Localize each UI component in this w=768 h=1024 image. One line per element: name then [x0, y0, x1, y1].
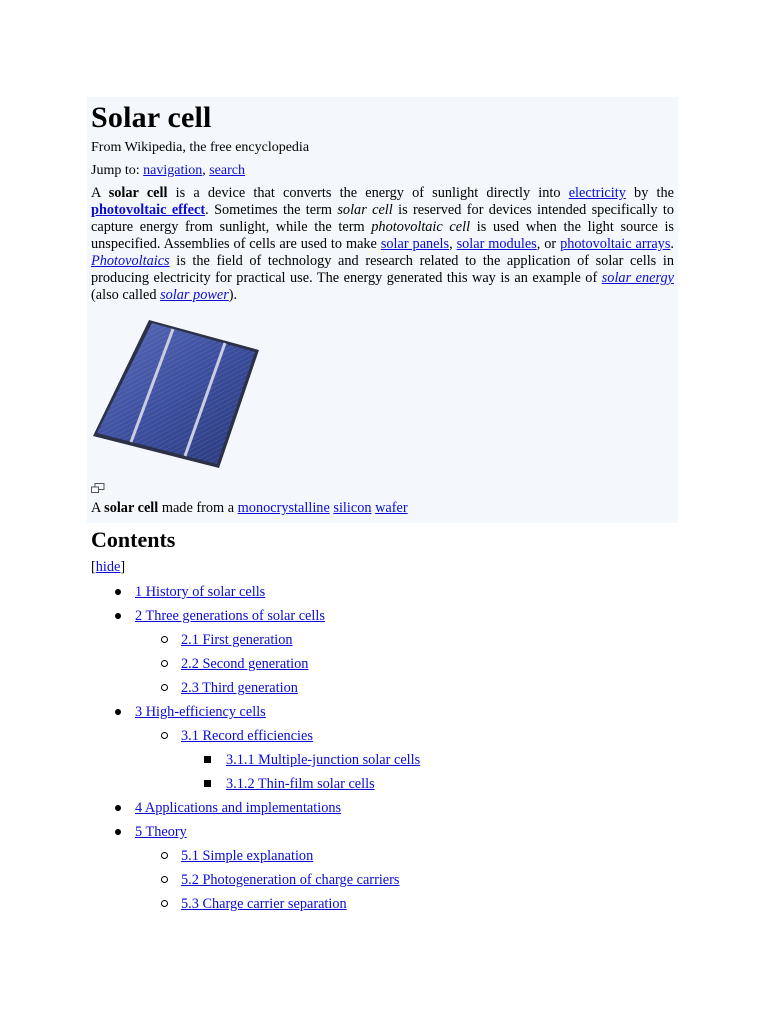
bullet-icon	[115, 709, 121, 715]
circle-bullet-icon	[161, 684, 168, 691]
photovoltaics-link[interactable]: Photovoltaics	[91, 253, 170, 269]
bracket-open: [	[91, 559, 96, 575]
intro-italic: solar cell	[337, 202, 393, 218]
toc-link[interactable]: 5.2 Photogeneration of charge carriers	[181, 872, 400, 888]
photovoltaic-arrays-link[interactable]: photovoltaic arrays	[560, 236, 671, 252]
solar-panels-link[interactable]: solar panels	[380, 236, 450, 252]
intro-text: is used when the light source is unspecified. Assemblies of cells are used to make	[91, 219, 674, 252]
toc-item	[91, 676, 674, 700]
toc-item	[91, 628, 674, 652]
toc-item	[91, 700, 674, 724]
electricity-link[interactable]: electricity	[568, 185, 626, 201]
toc-item	[91, 868, 674, 892]
hide-toc-link[interactable]: hide	[95, 559, 121, 575]
intro-text: . Sometimes the term	[205, 202, 338, 218]
jump-to-label: Jump to:	[91, 163, 144, 178]
toc-link[interactable]: 4 Applications and implementations	[135, 800, 342, 816]
caption-text: made from a	[158, 500, 238, 516]
search-link[interactable]: search	[209, 163, 245, 178]
intro-text: A	[91, 185, 109, 201]
contents-heading: Contents	[91, 527, 176, 552]
toc-link[interactable]: 5 Theory	[135, 824, 187, 840]
intro-text: is the field of technology and research related to the application of solar cells in producing electricity for practical use. The energy generated this way is an example of	[91, 253, 674, 286]
toc-link[interactable]: 3 High-efficiency cells	[135, 704, 266, 720]
intro-text: ,	[449, 236, 457, 252]
intro-bold: solar cell	[108, 185, 168, 201]
circle-bullet-icon	[161, 900, 168, 907]
solar-cell-image	[91, 312, 263, 472]
intro-paragraph	[91, 185, 674, 304]
toc-item	[91, 604, 674, 628]
enlarge-icon[interactable]	[91, 480, 105, 490]
toc-item	[91, 652, 674, 676]
article-body	[91, 100, 674, 916]
page-title: Solar cell	[91, 101, 212, 134]
navigation-link[interactable]: navigation	[143, 163, 203, 178]
circle-bullet-icon	[161, 660, 168, 667]
toc-link[interactable]: 3.1.2 Thin-film solar cells	[226, 776, 375, 792]
jump-to-line	[91, 162, 674, 180]
square-bullet-icon	[204, 756, 211, 763]
square-bullet-icon	[204, 780, 211, 787]
toc-item	[91, 724, 674, 748]
toc-link[interactable]: 5.1 Simple explanation	[181, 848, 314, 864]
intro-text: is a device that converts the energy of sunlight directly into	[167, 185, 569, 201]
intro-text: (also called	[91, 287, 161, 303]
caption-text: A	[91, 500, 105, 516]
solar-power-link[interactable]: solar power	[160, 287, 229, 303]
image-caption	[91, 500, 674, 517]
intro-text: is reserved for devices intended specifically to capture energy from sunlight, while the term	[91, 202, 674, 235]
circle-bullet-icon	[161, 852, 168, 859]
toc-item	[91, 748, 674, 772]
toc-item	[91, 844, 674, 868]
jump-separator: ,	[202, 163, 210, 178]
wafer-link[interactable]: wafer	[375, 500, 408, 516]
monocrystalline-link[interactable]: monocrystalline	[237, 500, 330, 516]
circle-bullet-icon	[161, 876, 168, 883]
source-line: From Wikipedia, the free encyclopedia	[91, 140, 310, 155]
bullet-icon	[115, 613, 121, 619]
solar-energy-link[interactable]: solar energy	[601, 270, 675, 286]
toc-item	[91, 796, 674, 820]
toc-link[interactable]: 3.1.1 Multiple-junction solar cells	[226, 752, 421, 768]
toc-item	[91, 892, 674, 916]
solar-cell-photo[interactable]	[91, 312, 263, 472]
bullet-icon	[115, 805, 121, 811]
circle-bullet-icon	[161, 636, 168, 643]
silicon-link[interactable]: silicon	[333, 500, 372, 516]
intro-text: .	[670, 236, 674, 252]
toc-item	[91, 580, 674, 604]
toc-link[interactable]: 1 History of solar cells	[135, 584, 266, 600]
intro-text: , or	[536, 236, 561, 252]
toc-link[interactable]: 2 Three generations of solar cells	[135, 608, 325, 624]
magnify-icon	[91, 483, 105, 493]
toc-link[interactable]: 2.2 Second generation	[181, 656, 309, 672]
circle-bullet-icon	[161, 732, 168, 739]
table-of-contents	[91, 580, 674, 916]
toc-link[interactable]: 3.1 Record efficiencies	[181, 728, 313, 744]
bullet-icon	[115, 829, 121, 835]
toc-item	[91, 820, 674, 844]
toc-link[interactable]: 5.3 Charge carrier separation	[181, 896, 347, 912]
intro-italic: photovoltaic cell	[371, 219, 471, 235]
bracket-close: ]	[120, 559, 126, 575]
toc-link[interactable]: 2.1 First generation	[181, 632, 293, 648]
bullet-icon	[115, 589, 121, 595]
photovoltaic-effect-link[interactable]: photovoltaic effect	[91, 202, 206, 218]
toc-toggle	[91, 559, 674, 576]
solar-modules-link[interactable]: solar modules	[456, 236, 537, 252]
toc-link[interactable]: 2.3 Third generation	[181, 680, 298, 696]
intro-text: by the	[625, 185, 674, 201]
caption-bold: solar cell	[104, 500, 159, 516]
toc-item	[91, 772, 674, 796]
intro-text: ).	[228, 287, 238, 303]
